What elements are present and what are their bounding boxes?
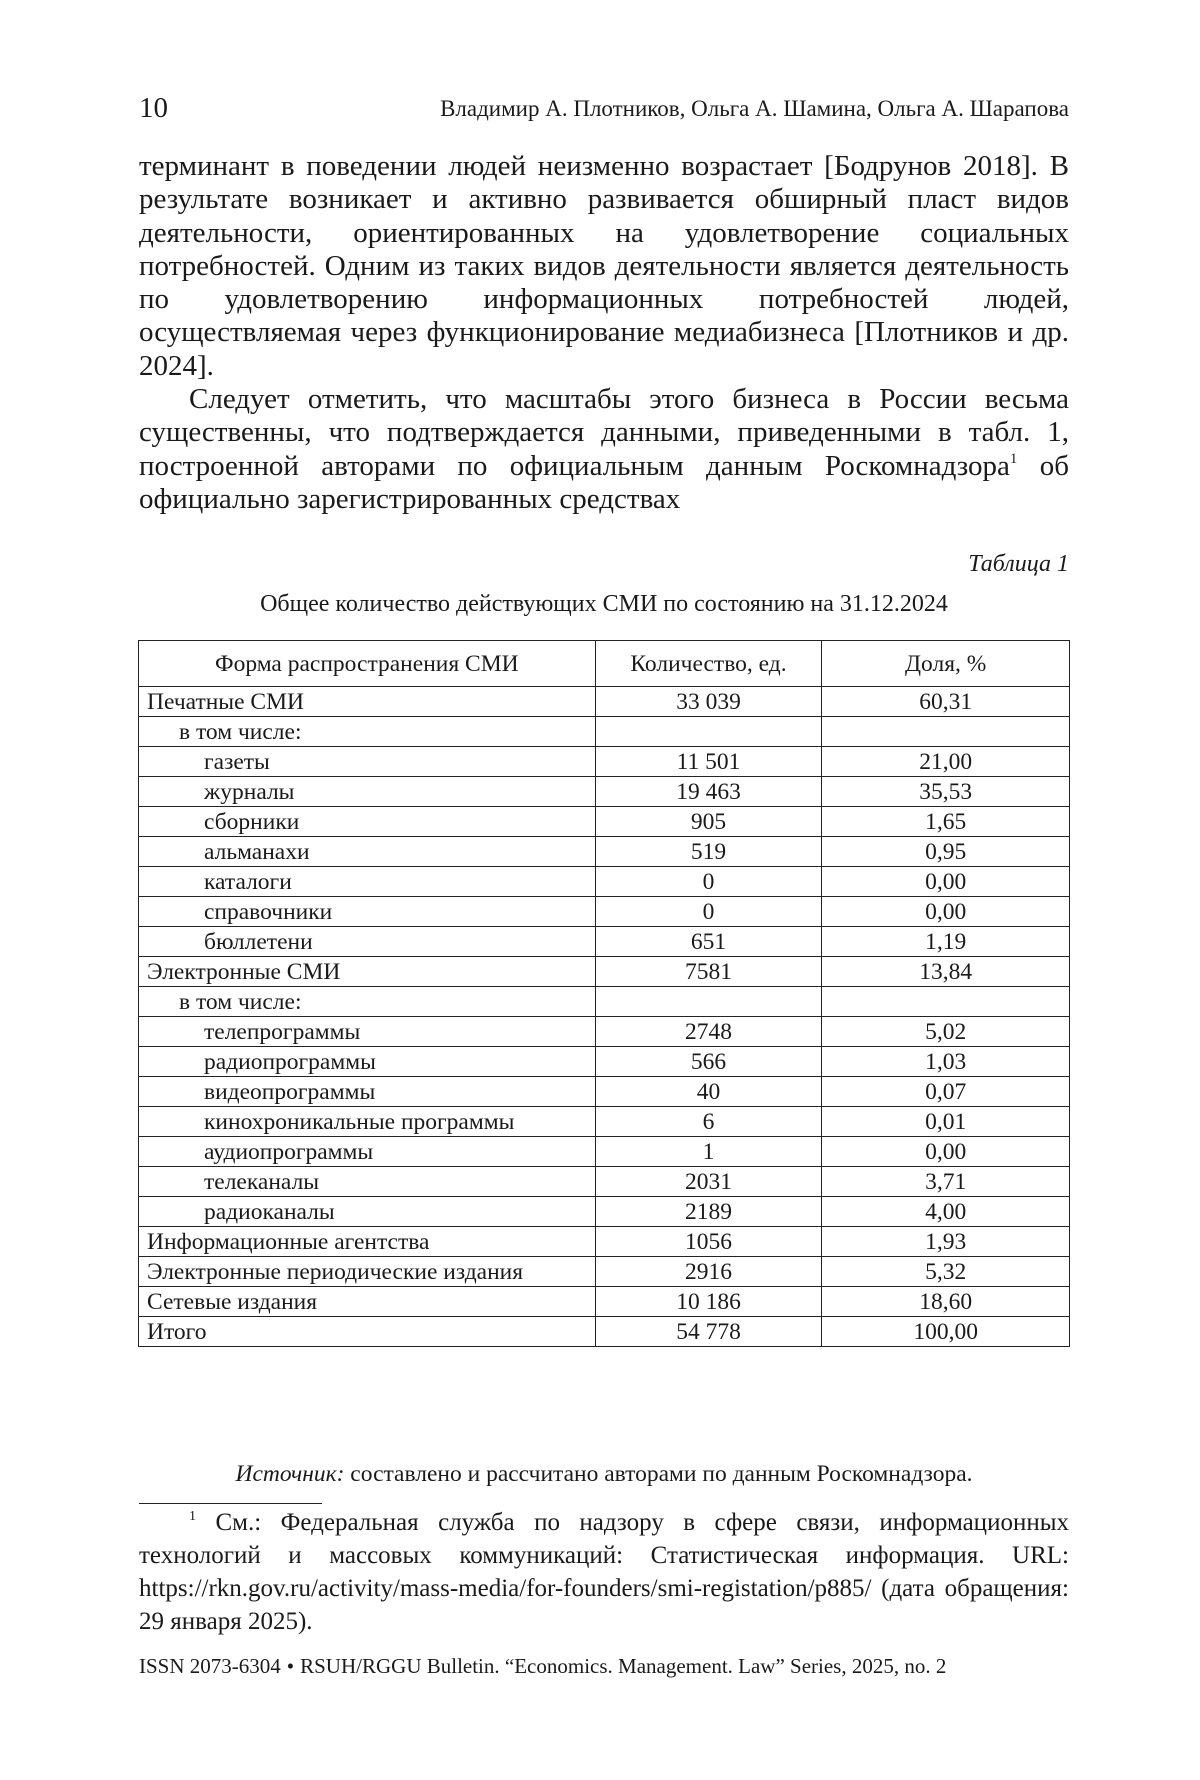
page-footer [139,1654,1069,1679]
row-label: видеопрограммы [139,1077,596,1107]
row-count: 54 778 [595,1317,822,1347]
row-share: 1,65 [822,807,1070,837]
row-count: 19 463 [595,777,822,807]
row-label: альманахи [139,837,596,867]
row-label: Электронные периодические издания [139,1257,596,1287]
row-share: 1,93 [822,1227,1070,1257]
row-count: 905 [595,807,822,837]
table-row [139,1077,1070,1107]
table-row [139,1137,1070,1167]
row-label: телепрограммы [139,1017,596,1047]
source-text: составлено и рассчитано авторами по данным Роскомнадзора. [344,1461,972,1487]
table-row [139,957,1070,987]
footer-separator: • [281,1654,300,1678]
row-share: 60,31 [822,687,1070,717]
table-row [139,1047,1070,1077]
row-share: 5,02 [822,1017,1070,1047]
body-paragraph-2 [139,383,1069,516]
table-row [139,1107,1070,1137]
footnote-text: См.: Федеральная служба по надзору в сфере связи, информационных технологий и массовых коммуникаций: Статистическая информация. URL: https://rkn.gov.ru/activity/mass-media/for-founders/smi-registation/p885/ (дата обращения: 29 января 2025). [139,1509,1069,1635]
row-count: 0 [595,867,822,897]
row-label: Печатные СМИ [139,687,596,717]
row-share: 18,60 [822,1287,1070,1317]
page-header [139,92,1069,132]
row-label: телеканалы [139,1167,596,1197]
row-share: 35,53 [822,777,1070,807]
row-count: 519 [595,837,822,867]
footer-journal: RSUH/RGGU Bulletin. “Economics. Management. Law” Series, 2025, no. 2 [300,1654,946,1678]
row-count: 566 [595,1047,822,1077]
row-label: Электронные СМИ [139,957,596,987]
row-label: аудиопрограммы [139,1137,596,1167]
row-share: 100,00 [822,1317,1070,1347]
table-row [139,897,1070,927]
row-count: 11 501 [595,747,822,777]
row-share: 21,00 [822,747,1070,777]
row-share: 1,19 [822,927,1070,957]
row-count: 651 [595,927,822,957]
row-share: 0,00 [822,897,1070,927]
row-count: 2189 [595,1197,822,1227]
table-row [139,1017,1070,1047]
row-label: кинохроникальные программы [139,1107,596,1137]
row-share [822,987,1070,1017]
footnote-divider [139,1503,322,1504]
table-row-total [139,1317,1070,1347]
paragraph-2-tail: об официально зарегистрированных средствах [139,450,1069,515]
table-row [139,927,1070,957]
column-header-form: Форма распространения СМИ [139,641,596,687]
page-number: 10 [139,92,168,125]
row-label: в том числе: [139,717,596,747]
running-head-authors: Владимир А. Плотников, Ольга А. Шамина, Ольга А. Шарапова [440,96,1069,122]
column-header-count: Количество, ед. [595,641,822,687]
table-header-row [139,641,1070,687]
row-count: 2748 [595,1017,822,1047]
table-row [139,867,1070,897]
table-title: Общее количество действующих СМИ по состоянию на 31.12.2024 [139,591,1069,618]
footer-issn: ISSN 2073-6304 [139,1654,281,1678]
row-label: радиопрограммы [139,1047,596,1077]
table-label: Таблица 1 [968,551,1069,578]
row-share: 4,00 [822,1197,1070,1227]
row-share: 0,07 [822,1077,1070,1107]
row-share: 0,00 [822,867,1070,897]
footnote-reference[interactable]: 1 [1010,451,1018,467]
table-row [139,807,1070,837]
table-row [139,1227,1070,1257]
table-row [139,987,1070,1017]
row-share [822,717,1070,747]
paragraph-2-text: Следует отметить, что масштабы этого бизнеса в России весьма существенны, что подтверждается данными, приведенными в табл. 1, построенной авторами по официальным данным Роскомнадзора [139,383,1069,482]
row-label: бюллетени [139,927,596,957]
row-label: справочники [139,897,596,927]
table-row [139,777,1070,807]
row-count [595,717,822,747]
row-count: 10 186 [595,1287,822,1317]
source-label: Источник: [235,1461,344,1487]
row-count: 1056 [595,1227,822,1257]
row-count: 0 [595,897,822,927]
table-row [139,1197,1070,1227]
row-count: 6 [595,1107,822,1137]
row-count [595,987,822,1017]
row-label: газеты [139,747,596,777]
column-header-share: Доля, % [822,641,1070,687]
row-label: радиоканалы [139,1197,596,1227]
row-label: сборники [139,807,596,837]
row-share: 5,32 [822,1257,1070,1287]
table-row [139,717,1070,747]
row-label: журналы [139,777,596,807]
table-row [139,1257,1070,1287]
row-label: Информационные агентства [139,1227,596,1257]
table-row [139,687,1070,717]
row-count: 7581 [595,957,822,987]
table-source-note [139,1461,1069,1488]
row-count: 1 [595,1137,822,1167]
row-label: Итого [139,1317,596,1347]
table-row [139,747,1070,777]
row-share: 13,84 [822,957,1070,987]
table-row [139,837,1070,867]
body-text [139,150,1069,516]
row-count: 2031 [595,1167,822,1197]
row-share: 1,03 [822,1047,1070,1077]
row-count: 40 [595,1077,822,1107]
row-label: Сетевые издания [139,1287,596,1317]
table-row [139,1167,1070,1197]
row-count: 33 039 [595,687,822,717]
media-count-table [138,640,1070,1347]
row-share: 3,71 [822,1167,1070,1197]
table-row [139,1287,1070,1317]
footnote [139,1506,1069,1638]
body-paragraph-1: терминант в поведении людей неизменно возрастает [Бодрунов 2018]. В результате возникает и активно развивается обширный пласт видов деятельности, ориентированных на удовлетворение социальных потребностей. Одним из таких видов деятельности является деятельность по удовлетворению информационных потребностей людей, осуществляемая через функционирование медиабизнеса [Плотников и др. 2024]. [139,150,1069,383]
row-label: каталоги [139,867,596,897]
footnote-mark: 1 [189,1509,196,1524]
row-share: 0,00 [822,1137,1070,1167]
row-label: в том числе: [139,987,596,1017]
footnote-paragraph [139,1506,1069,1638]
row-count: 2916 [595,1257,822,1287]
row-share: 0,01 [822,1107,1070,1137]
row-share: 0,95 [822,837,1070,867]
